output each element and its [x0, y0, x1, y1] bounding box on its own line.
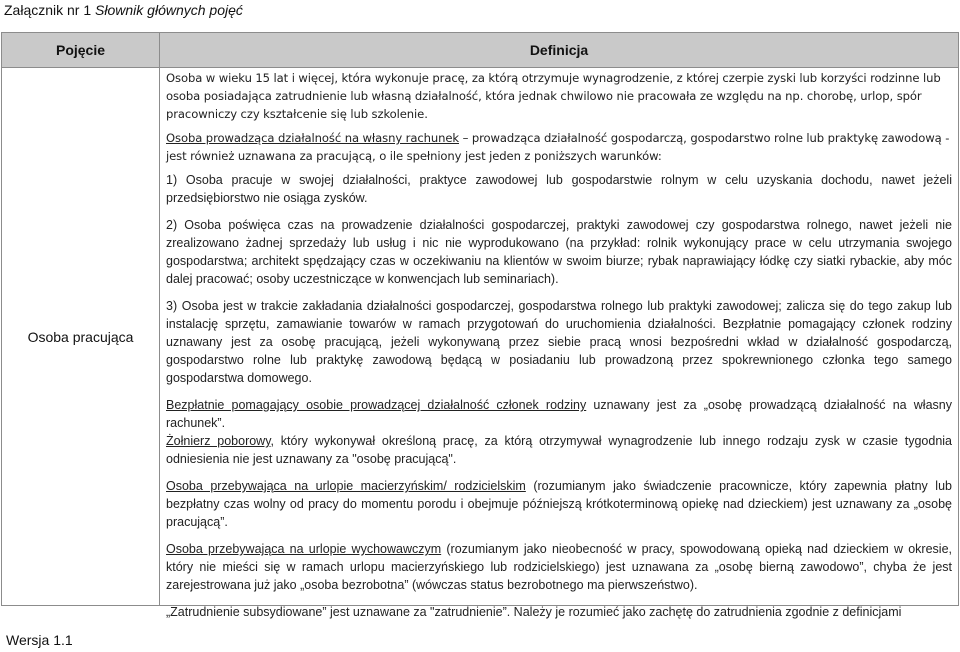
definition-paragraph-1: Osoba w wieku 15 lat i więcej, która wykonuje pracę, za którą otrzymuje wynagrodzenie, z której czerpie zyski lub korzyści rodzinne lub osoba posiadająca zatrudnienie lub własną działalność, która jednak chwilowo nie pracowała ze względu na np. chorobę, urlop, spór pracowniczy czy kształcenie się lub szkolenie.	[166, 71, 941, 121]
definition-paragraph-6	[166, 396, 952, 432]
term-parental-leave: Osoba przebywająca na urlopie wychowawczym	[166, 542, 442, 556]
definition-paragraph-6-text: uznawany jest za „osobę prowadzącą działalność na własny rachunek”.	[166, 398, 952, 430]
definition-text	[166, 68, 952, 619]
annex-label: Załącznik nr 1	[4, 2, 96, 18]
definition-paragraph-10: „Zatrudnienie subsydiowane” jest uznawane za "zatrudnienie”. Należy je rozumieć jako zachętę do zatrudnienia zgodnie z definicjami	[166, 605, 902, 619]
document-title: Słownik głównych pojęć	[95, 2, 243, 18]
definition-paragraph-5: 3) Osoba jest w trakcie zakładania działalności gospodarczej, gospodarstwa rolnego lub praktyki zawodowej; zalicza się do tego zakup lub instalację sprzętu, zamawianie towarów w ramach przygotowań do uruchomienia działalności. Bezpłatnie pomagający członek rodziny uznawany jest za osobę pracującą, jeżeli wykonywaną przez siebie pracą wnosi bezpośredni wkład w działalność gospodarczą, gospodarstwo rolne lub praktykę zawodową będącą w posiadaniu lub prowadzoną przez spokrewnionego członka tego samego gospodarstwa domowego.	[166, 299, 952, 385]
definition-paragraph-7-text: , który wykonywał określoną pracę, za którą otrzymywał wynagrodzenie lub innego rodzaju zysk w czasie tygodnia odniesienia nie jest uznawany za "osobę pracującą".	[166, 434, 952, 466]
term-cell: Osoba pracująca	[2, 68, 160, 606]
definition-paragraph-9	[166, 540, 952, 594]
document-header	[4, 0, 243, 20]
version-label: Wersja 1.1	[6, 632, 73, 648]
term-maternity-leave: Osoba przebywająca na urlopie macierzyńskim/ rodzicielskim	[166, 479, 526, 493]
definition-paragraph-8-text: (rozumianym jako świadczenie pracownicze, który zapewnia płatny lub bezpłatny czas wolny od pracy do momentu porodu i obejmuje późniejszą krótkoterminową opiekę nad dzieckiem) jest uznawany za „osobę pracującą”.	[166, 479, 952, 529]
term-self-employed: Osoba prowadząca działalność na własny rachunek	[166, 131, 459, 145]
column-header-term: Pojęcie	[2, 33, 160, 68]
definition-paragraph-9-text: (rozumianym jako nieobecność w pracy, spowodowaną opieką nad dzieckiem w okresie, który nie mieści się w ramach urlopu macierzyńskiego lub rodzicielskiego) jest uznawana za „osobę bierną zawodowo”, chyba że jest zarejestrowana już jako „osoba bezrobotna” (wówczas status bezrobotnego ma pierwszeństwo).	[166, 542, 952, 592]
definition-paragraph-4: 2) Osoba poświęca czas na prowadzenie działalności gospodarczej, praktyki zawodowej czy gospodarstwa rolnego, nawet jeżeli nie zrealizowano żadnej sprzedaży lub usług i nic nie wyprodukowano (na przykład: rolnik wykonujący prace w celu utrzymania swojego gospodarstwa; architekt spędzający czas w oczekiwaniu na klientów w swoim biurze; rybak naprawiający łódkę czy siatki rybackie, aby móc dalej pracować; osoby uczestniczące w konwencjach lub seminariach).	[166, 218, 952, 286]
column-header-definition: Definicja	[160, 33, 959, 68]
term-family-helper: Bezpłatnie pomagający osobie prowadzącej działalność członek rodziny	[166, 398, 587, 412]
definition-paragraph-7	[166, 432, 952, 468]
definition-paragraph-3: 1) Osoba pracuje w swojej działalności, praktyce zawodowej lub gospodarstwie rolnym w celu uzyskania dochodu, nawet jeżeli przedsiębiorstwo nie osiąga zysków.	[166, 173, 952, 205]
table-row	[2, 68, 959, 606]
definition-paragraph-2	[166, 129, 952, 165]
definition-cell	[160, 68, 959, 619]
term-conscript: Żołnierz poborowy	[166, 434, 271, 448]
glossary-table	[1, 32, 959, 619]
definition-paragraph-2-text: – prowadząca działalność gospodarczą, gospodarstwo rolne lub praktykę zawodową - jest również uznawana za pracującą, o ile spełniony jest jeden z poniższych warunków:	[166, 131, 950, 163]
definition-paragraph-8	[166, 477, 952, 531]
table-header-row	[2, 33, 959, 68]
